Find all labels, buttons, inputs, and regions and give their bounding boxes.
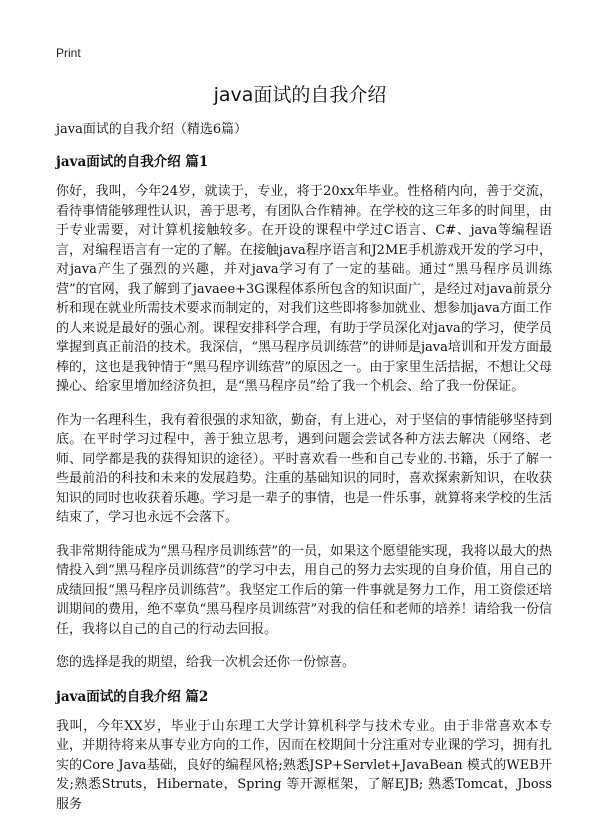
paragraph: 作为一名理科生，我有着很强的求知欲，勤奋，有上进心，对于坚信的事情能够坚持到底。在平时学习过程中，善于独立思考，遇到问题会尝试各种方法去解决（网络、老师、同学都是我的获得知识的途径）。平时喜欢看一些和自己专业的.书籍，乐于了解一些最前沿的科技和未来的发展趋势。注重的基础知识的同时，喜欢探索新知识，在收获知识的同时也收获着乐趣。学习是一辈子的事情，也是一件乐事，就算将来学校的生活结束了，学习也永远不会落下。 <box>56 412 552 525</box>
section-1 <box>56 152 552 673</box>
section-heading: java面试的自我介绍 篇1 <box>56 154 209 170</box>
paragraph: 你好，我叫，今年24岁，就读于，专业，将于20xx年毕业。性格稍内向，善于交流，看待事情能够理性认识，善于思考，有团队合作精神。在学校的这三年多的时间里，由于专业需要，对计算机接触较多。在开设的课程中学过C语言、C#、java等编程语言，对编程语言有一定的了解。在接触java程序语言和J2ME手机游戏开发的学习中，对java产生了强烈的兴趣，并对java学习有了一定的基础。通过“黑马程序员训练营”的官网，我了解到了javaee+3G课程体系所包含的知识面广，是经过对java前景分析和现在就业所需技术要求而制定的，对我们这些即将参加就业、想参加java方面工作的人来说是最好的强心剂。课程安排科学合理，有助于学员深化对java的学习，使学员掌握到真正前沿的技术。我深信，“黑马程序员训练营”的讲师是java培训和开发方面最棒的，这也是我钟情于“黑马程序训练营”的原因之一。由于家里生活拮据，不想让父母操心、给家里增加经济负担，是“黑马程序员”给了我一个机会、给了我一份保证。 <box>56 184 552 394</box>
paragraph: 我叫，今年XX岁，毕业于山东理工大学计算机科学与技术专业。由于非常喜欢本专业，并期待将来从事专业方向的工作，因而在校期间十分注重对专业课的学习，拥有扎实的Core Java基础，良好的编程风格;熟悉JSP+Servlet+JavaBean 模式的WEB开发;熟悉Struts，Hibernate，Spring 等开源框架，了解EJB; 熟悉Tomcat，Jboss服务 <box>56 718 552 812</box>
document-subtitle: java面试的自我介绍（精选6篇） <box>56 122 248 137</box>
document-content <box>56 120 552 828</box>
section-heading: java面试的自我介绍 篇2 <box>56 688 209 705</box>
document-title: java面试的自我介绍 <box>213 84 387 106</box>
paragraph: 您的选择是我的期望，给我一次机会还你一份惊喜。 <box>56 655 356 670</box>
print-link[interactable]: Print <box>56 46 81 60</box>
paragraph: 我非常期待能成为“黑马程序员训练营”的一员，如果这个愿望能实现，我将以最大的热情投入到“黑马程序员训练营”的学习中去，用自己的努力去实现的自身价值，用自己的成绩回报“黑马程序员训练营”。我坚定工作后的第一件事就是努力工作，用工资偿还培训期间的费用，绝不辜负“黑马程序员训练营”对我的信任和老师的培养！请给我一份信任，我将以自己的自己的行动去回报。 <box>56 543 552 637</box>
section-2 <box>56 687 552 815</box>
